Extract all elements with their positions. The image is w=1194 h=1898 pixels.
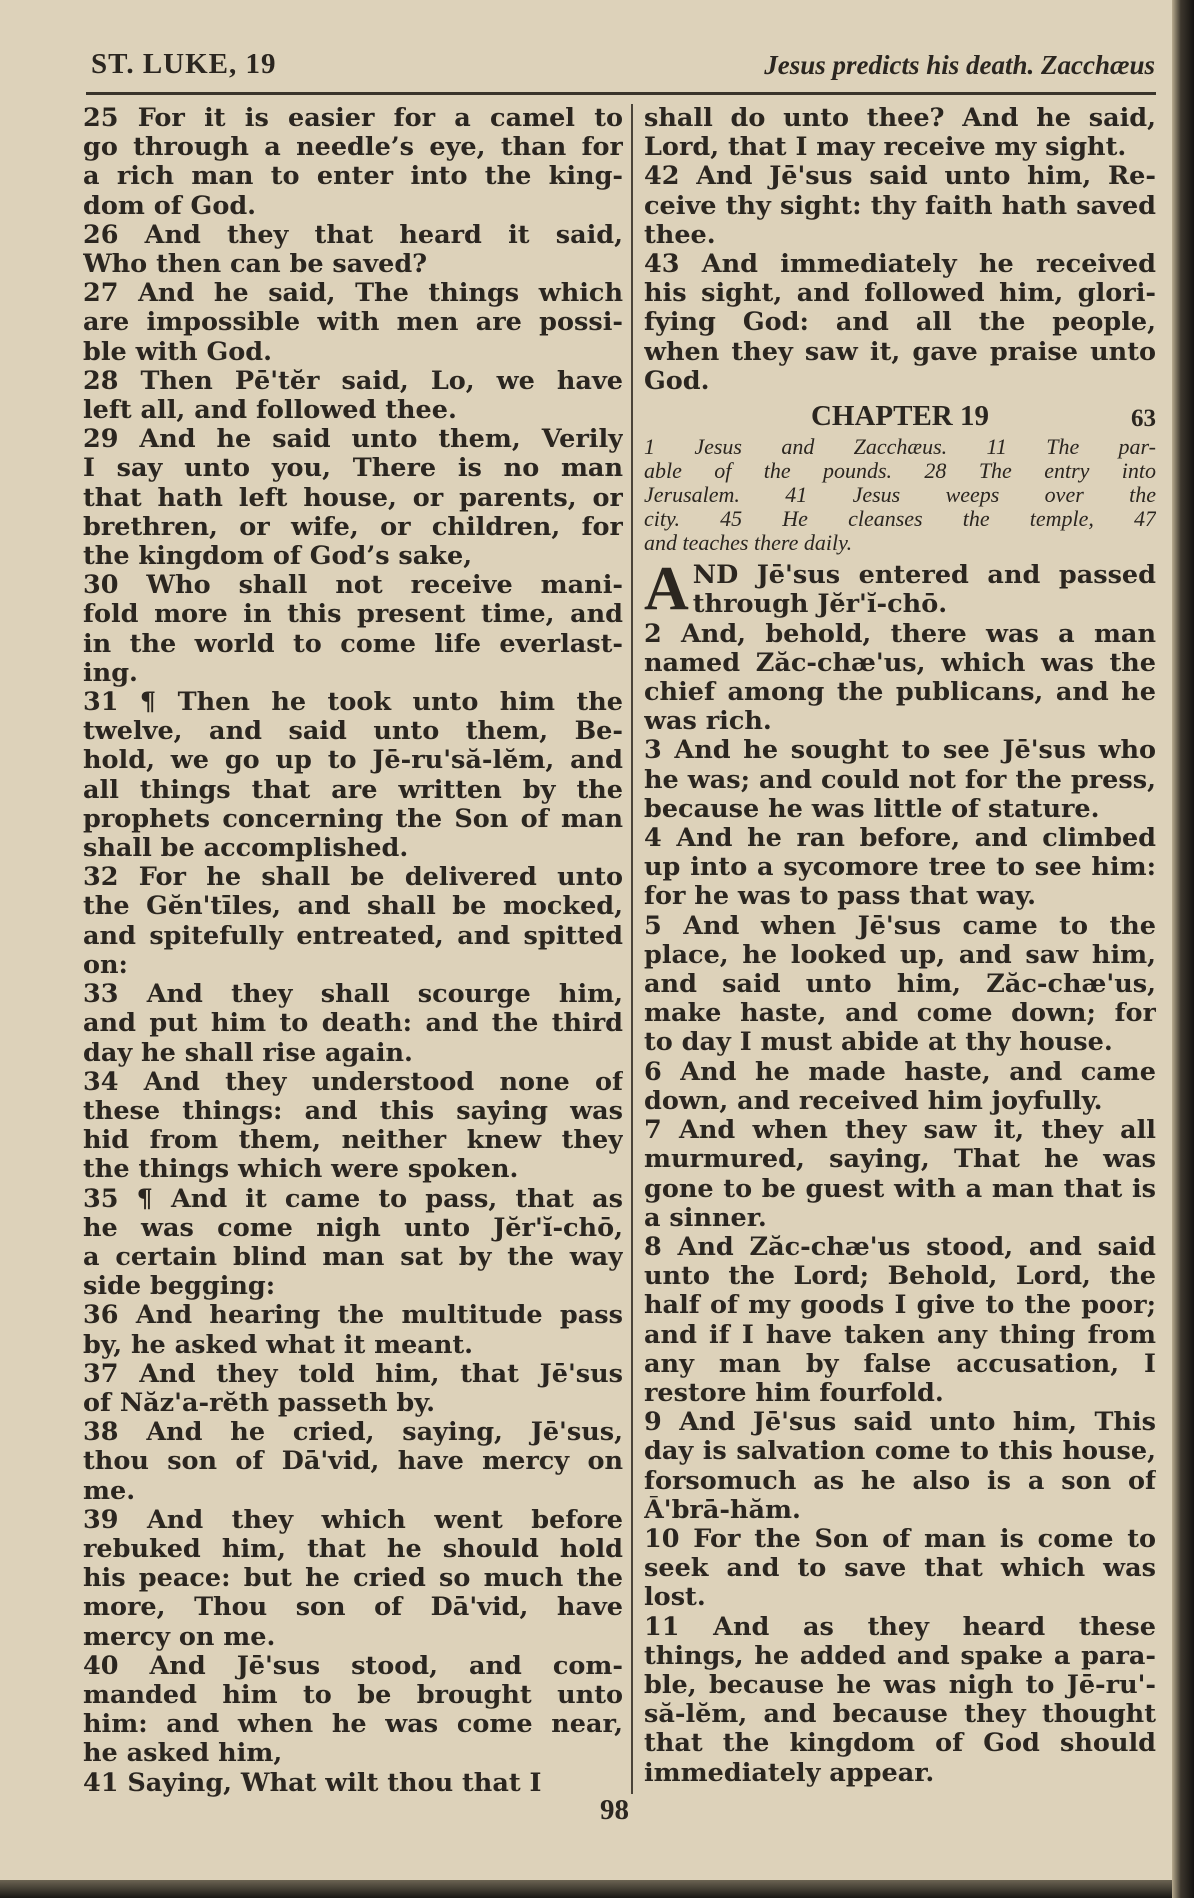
- summary-line: 1 Jesus and Zacchæus. 11 The par-: [644, 435, 1156, 460]
- verse-line: up into a sycomore tree to see him:: [644, 853, 1156, 883]
- verse-line: rebuked him, that he should hold: [83, 1534, 623, 1564]
- page-number: 98: [600, 1794, 629, 1826]
- verse-line: 29 And he said unto them, Verily: [83, 425, 623, 455]
- summary-line: Jerusalem. 41 Jesus weeps over the: [644, 483, 1156, 508]
- verse-line: fying God: and all the people,: [644, 308, 1156, 338]
- verse-line: that hath left house, or parents, or: [83, 483, 623, 513]
- verse-line: 4 And he ran before, and climbed: [644, 824, 1156, 854]
- verse-line: place, he looked up, and saw him,: [644, 940, 1156, 970]
- verse-line: that the kingdom of God should: [644, 1729, 1156, 1759]
- verse-line: by, he asked what it meant.: [83, 1330, 474, 1360]
- verse-line: 2 And, behold, there was a man: [644, 619, 1156, 649]
- verse-line: shall be accomplished.: [83, 834, 409, 864]
- verse-line: ble with God.: [83, 337, 272, 367]
- verse-line: when they saw it, gave praise unto: [644, 337, 1156, 367]
- verse-line: twelve, and said unto them, Be-: [83, 717, 623, 747]
- verse-line: in the world to come life everlast-: [83, 629, 623, 659]
- verse-line: his sight, and followed him, glori-: [644, 279, 1156, 309]
- header-rule: [86, 92, 1156, 95]
- verse-line: for he was to pass that way.: [644, 882, 1036, 912]
- column-divider: [631, 104, 633, 1794]
- verse-line: the things which were spoken.: [83, 1155, 519, 1185]
- verse-line: all things that are written by the: [83, 775, 623, 805]
- verse-line: brethren, or wife, or children, for: [83, 512, 623, 542]
- verse-line: hold, we go up to Jē-ru'să-lĕm, and: [83, 746, 623, 776]
- verse-line: of Năz'a-rĕth passeth by.: [83, 1388, 436, 1418]
- chapter-title: CHAPTER 19: [810, 400, 990, 433]
- verse-line: him: and when he was come near,: [83, 1710, 623, 1740]
- verse-line: day is salvation come to this house,: [644, 1437, 1156, 1467]
- bottom-shadow: [0, 1880, 1172, 1898]
- verse-line: he asked him,: [83, 1739, 283, 1769]
- summary-line: city. 45 He cleanses the temple, 47: [644, 507, 1156, 532]
- verse-line: more, Thou son of Dā'vid, have: [83, 1593, 623, 1623]
- verse-line: seek and to save that which was: [644, 1554, 1156, 1584]
- verse-line: to day I must abide at thy house.: [644, 1028, 1113, 1058]
- verse-line: ceive thy sight: thy faith hath saved: [644, 191, 1156, 221]
- verse-line: 40 And Jē'sus stood, and com-: [83, 1651, 623, 1681]
- verse-line: immediately appear.: [644, 1758, 935, 1788]
- verse-line: 3 And he sought to see Jē'sus who: [644, 736, 1156, 766]
- verse-line: 38 And he cried, saying, Jē'sus,: [83, 1418, 623, 1448]
- verse-line: his peace: but he cried so much the: [83, 1564, 623, 1594]
- summary-line: and teaches there daily.: [644, 531, 853, 556]
- left-column: [83, 104, 623, 1798]
- verse-line: 10 For the Son of man is come to: [644, 1524, 1156, 1554]
- verse-line: 41 Saying, What wilt thou that I: [83, 1768, 542, 1798]
- verse-line: he was come nigh unto Jĕr'ĭ-chō,: [83, 1213, 623, 1243]
- verse-line: a rich man to enter into the king-: [83, 162, 623, 192]
- verse-line: 42 And Jē'sus said unto him, Re-: [644, 162, 1156, 192]
- verse-line: Ā'brā-hăm.: [644, 1495, 801, 1525]
- verse-line: 7 And when they saw it, they all: [644, 1116, 1156, 1146]
- verse-line: 36 And hearing the multitude pass: [83, 1301, 623, 1331]
- verse-line: and if I have taken any thing from: [644, 1320, 1156, 1350]
- verse-line: 31 ¶ Then he took unto him the: [83, 688, 623, 718]
- verse-line: things, he added and spake a para-: [644, 1641, 1156, 1671]
- verse-line: ble, because he was nigh to Jē-ru'-: [644, 1670, 1156, 1700]
- verse-line: on:: [83, 950, 128, 980]
- verse-line: side begging:: [83, 1272, 276, 1302]
- verse-line: day he shall rise again.: [83, 1038, 413, 1068]
- verse-line: 8 And Zăc-chæ'us stood, and said: [644, 1232, 1156, 1262]
- verse-line: 26 And they that heard it said,: [83, 220, 623, 250]
- verse-line: fold more in this present time, and: [83, 600, 623, 630]
- verse-line: 37 And they told him, that Jē'sus: [83, 1359, 623, 1389]
- verse-one: [644, 555, 1156, 624]
- verse-line: ND Jē'sus entered and passed: [692, 561, 1156, 591]
- verse-line: 9 And Jē'sus said unto him, This: [644, 1408, 1156, 1438]
- verse-line: the Gĕn'tīles, and shall be mocked,: [83, 892, 623, 922]
- verse-line: Who then can be saved?: [83, 250, 428, 280]
- verse-line: these things: and this saying was: [83, 1096, 623, 1126]
- verse-line: I say unto you, There is no man: [83, 454, 623, 484]
- verse-line: go through a needle’s eye, than for: [83, 133, 623, 163]
- chapter-number-marker: 63: [1131, 405, 1156, 433]
- verse-line: left all, and followed thee.: [83, 396, 457, 426]
- verse-line: shall do unto thee? And he said,: [644, 104, 1156, 133]
- chapter-heading: [644, 402, 1156, 431]
- verse-line: mercy on me.: [83, 1622, 276, 1652]
- verse-line: 5 And when Jē'sus came to the: [644, 911, 1156, 941]
- book-edge-shadow: [1172, 0, 1194, 1898]
- verse-line: 25 For it is easier for a camel to: [83, 104, 623, 133]
- verse-line: prophets concerning the Son of man: [83, 804, 623, 834]
- verse-line: 6 And he made haste, and came: [644, 1057, 1156, 1087]
- verse-line: and spitefully entreated, and spitted: [83, 921, 623, 951]
- verse-line: and said unto him, Zăc-chæ'us,: [644, 970, 1156, 1000]
- verse-line: a sinner.: [644, 1203, 767, 1233]
- verse-line: the kingdom of God’s sake,: [83, 542, 473, 572]
- verse-line: 39 And they which went before: [83, 1505, 623, 1535]
- verse-line: Lord, that I may receive my sight.: [644, 133, 1127, 163]
- running-header-book: ST. LUKE, 19: [91, 48, 277, 80]
- verse-line: gone to be guest with a man that is: [644, 1174, 1156, 1204]
- verse-line: thee.: [644, 220, 716, 250]
- verse-line: 43 And immediately he received: [644, 250, 1156, 280]
- verse-line: dom of God.: [83, 191, 257, 221]
- summary-line: able of the pounds. 28 The entry into: [644, 459, 1156, 484]
- verse-line: unto the Lord; Behold, Lord, the: [644, 1262, 1156, 1292]
- drop-cap: A: [644, 555, 689, 624]
- verse-line: was rich.: [644, 707, 772, 737]
- verse-line: God.: [644, 366, 710, 396]
- verse-line: chief among the publicans, and he: [644, 678, 1156, 708]
- verse-line: 27 And he said, The things which: [83, 279, 623, 309]
- verse-line: forsomuch as he also is a son of: [644, 1466, 1156, 1496]
- verses-before-chapter: [644, 104, 1156, 396]
- running-header-topic: Jesus predicts his death. Zacchæus: [764, 50, 1155, 80]
- verse-line: through Jĕr'ĭ-chō.: [692, 590, 948, 620]
- verse-line: named Zăc-chæ'us, which was the: [644, 648, 1156, 678]
- verse-line: 33 And they shall scourge him,: [83, 980, 623, 1010]
- verse-line: ing.: [83, 658, 138, 688]
- verse-line: restore him fourfold.: [644, 1378, 944, 1408]
- verse-line: thou son of Dā'vid, have mercy on: [83, 1447, 623, 1477]
- verse-line: any man by false accusation, I: [644, 1349, 1156, 1379]
- verse-line: me.: [83, 1476, 136, 1506]
- verse-line: because he was little of stature.: [644, 794, 1100, 824]
- chapter-summary: [644, 435, 1156, 555]
- verse-one-text: [644, 555, 1156, 624]
- verse-line: 35 ¶ And it came to pass, that as: [83, 1184, 623, 1214]
- verse-line: 11 And as they heard these: [644, 1612, 1156, 1642]
- verse-line: 32 For he shall be delivered unto: [83, 863, 623, 893]
- verse-line: he was; and could not for the press,: [644, 765, 1156, 795]
- verse-line: 28 Then Pē'tĕr said, Lo, we have: [83, 366, 623, 396]
- verse-line: 30 Who shall not receive mani-: [83, 571, 623, 601]
- verse-line: să-lĕm, and because they thought: [644, 1700, 1156, 1730]
- verse-line: down, and received him joyfully.: [644, 1086, 1103, 1116]
- verse-line: half of my goods I give to the poor;: [644, 1291, 1156, 1321]
- verse-line: are impossible with men are possi-: [83, 308, 623, 338]
- verse-line: lost.: [644, 1583, 706, 1613]
- right-column: [644, 104, 1156, 1788]
- verse-line: make haste, and come down; for: [644, 999, 1156, 1029]
- verse-line: and put him to death: and the third: [83, 1009, 623, 1039]
- verse-line: 34 And they understood none of: [83, 1067, 623, 1097]
- verse-line: a certain blind man sat by the way: [83, 1242, 623, 1272]
- verses-after-chapter: [644, 620, 1156, 1788]
- verse-line: hid from them, neither knew they: [83, 1126, 623, 1156]
- verse-line: manded him to be brought unto: [83, 1680, 623, 1710]
- verse-line: murmured, saying, That he was: [644, 1145, 1156, 1175]
